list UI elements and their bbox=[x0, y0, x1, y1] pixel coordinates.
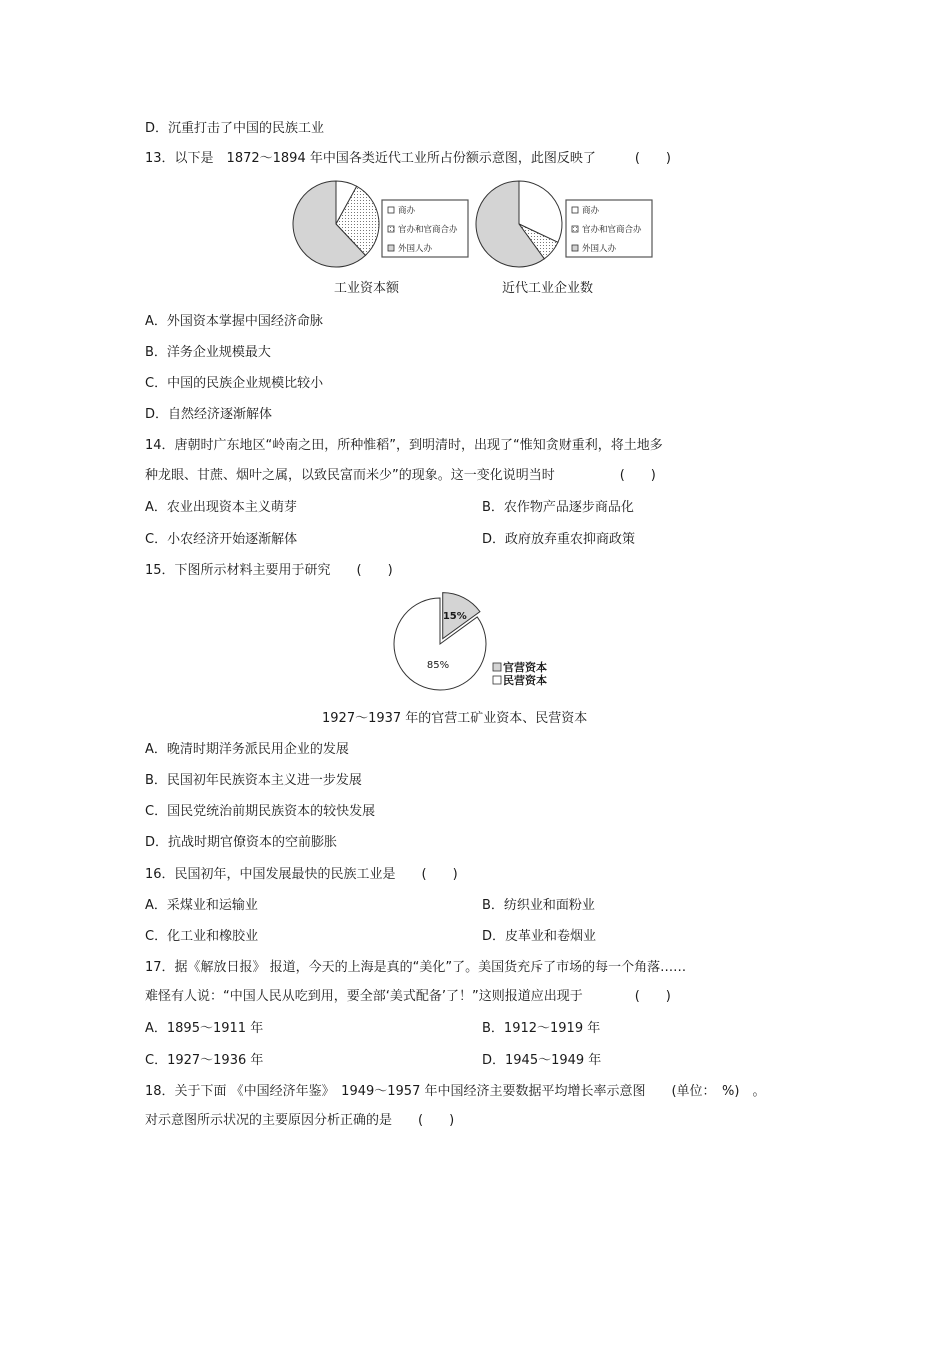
pie-industrial-capital-legend-swatch-2 bbox=[388, 245, 394, 251]
q16-option-c: C．化工业和橡胶业 bbox=[145, 929, 259, 944]
q15-pie-chart bbox=[390, 588, 565, 696]
q13-stem: 13．以下是 1872～1894 年中国各类近代工业所占份额示意图，此图反映了 ( ) bbox=[145, 151, 671, 166]
pie-enterprise-count-title: 近代工业企业数 bbox=[502, 281, 594, 296]
q15-option-a: A．晚清时期洋务派民用企业的发展 bbox=[145, 742, 349, 757]
q14-stem-line1: 14．唐朝时广东地区“岭南之田，所种惟稻”，到明清时，出现了“惟知贪财重利，将土地多 bbox=[145, 438, 663, 453]
pie-industrial-capital-legend-swatch-1 bbox=[388, 226, 394, 232]
q17-option-d: D．1945～1949 年 bbox=[482, 1053, 602, 1068]
pie-capital-1927-1937-slices bbox=[394, 593, 486, 690]
q13-pie-charts bbox=[290, 178, 660, 270]
q17-option-c: C．1927～1936 年 bbox=[145, 1053, 264, 1068]
pie-industrial-capital-slices bbox=[293, 181, 379, 267]
q16-option-a: A．采煤业和运输业 bbox=[145, 898, 258, 913]
q14-option-c: C．小农经济开始逐渐解体 bbox=[145, 532, 298, 547]
q14-option-a: A．农业出现资本主义萌芽 bbox=[145, 500, 297, 515]
q13-option-b: B．洋务企业规模最大 bbox=[145, 345, 271, 360]
q15-option-d: D．抗战时期官僚资本的空前膨胀 bbox=[145, 835, 338, 850]
q18-stem-line2: 对示意图所示状况的主要原因分析正确的是 ( ) bbox=[145, 1113, 455, 1128]
q14-option-d: D．政府放弃重农抑商政策 bbox=[482, 532, 636, 547]
q13-option-d: D．自然经济逐渐解体 bbox=[145, 407, 273, 422]
q15-option-b: B．民国初年民族资本主义进一步发展 bbox=[145, 773, 362, 788]
q15-stem: 15．下图所示材料主要用于研究 ( ) bbox=[145, 563, 393, 578]
pie-enterprise-count-legend-label-0: 商办 bbox=[582, 206, 600, 216]
pie-industrial-capital-legend-label-1: 官办和官商合办 bbox=[398, 225, 458, 235]
pie-industrial-capital bbox=[293, 181, 468, 267]
q13-option-c: C．中国的民族企业规模比较小 bbox=[145, 376, 324, 391]
pie-capital-1927-1937-legend-label-0: 官营资本 bbox=[503, 661, 547, 674]
q17-stem-line1: 17．据《解放日报》 报道，今天的上海是真的“美化”了。美国货充斥了市场的每一个角落…… bbox=[145, 960, 687, 975]
q17-stem-line2: 难怪有人说：“中国人民从吃到用，要全部‘美式配备’了！”这则报道应出现于 ( ) bbox=[145, 989, 671, 1004]
q12-option-d: D．沉重打击了中国的民族工业 bbox=[145, 121, 325, 136]
q16-option-b: B．纺织业和面粉业 bbox=[482, 898, 595, 913]
pie-capital-1927-1937-legend-swatch-0 bbox=[493, 663, 501, 671]
pie-capital-1927-1937-legend-label-1: 民营资本 bbox=[503, 674, 547, 687]
pie-enterprise-count-legend-swatch-0 bbox=[572, 207, 578, 213]
q17-option-b: B．1912～1919 年 bbox=[482, 1021, 601, 1036]
pie-capital-1927-1937-label-0: 15% bbox=[442, 610, 467, 622]
q16-option-d: D．皮革业和卷烟业 bbox=[482, 929, 597, 944]
pie-enterprise-count-legend-label-2: 外国人办 bbox=[582, 244, 617, 254]
q17-option-a: A．1895～1911 年 bbox=[145, 1021, 264, 1036]
pie-industrial-capital-legend-swatch-0 bbox=[388, 207, 394, 213]
pie-enterprise-count-slices bbox=[476, 181, 562, 267]
pie-industrial-capital-legend-label-0: 商办 bbox=[398, 206, 416, 216]
pie-capital-1927-1937-label-1: 85% bbox=[426, 660, 450, 671]
q14-option-b: B．农作物产品逐步商品化 bbox=[482, 500, 634, 515]
pie-industrial-capital-legend-label-2: 外国人办 bbox=[398, 244, 433, 254]
q13-option-a: A．外国资本掌握中国经济命脉 bbox=[145, 314, 323, 329]
q15-option-c: C．国民党统治前期民族资本的较快发展 bbox=[145, 804, 376, 819]
pie-capital-1927-1937-legend bbox=[493, 660, 547, 687]
q14-stem-line2: 种龙眼、甘蔗、烟叶之属，以致民富而米少”的现象。这一变化说明当时 ( ) bbox=[145, 468, 656, 483]
pie-enterprise-count-legend-swatch-2 bbox=[572, 245, 578, 251]
pie-enterprise-count bbox=[476, 181, 652, 267]
pie-enterprise-count-legend-label-1: 官办和官商合办 bbox=[582, 225, 642, 235]
q16-stem: 16．民国初年，中国发展最快的民族工业是 ( ) bbox=[145, 867, 458, 882]
q18-stem-line1: 18．关于下面 《中国经济年鉴》 1949～1957 年中国经济主要数据平均增长率示意图 (单位： %) 。 bbox=[145, 1084, 766, 1099]
pie-industrial-capital-title: 工业资本额 bbox=[334, 281, 400, 296]
pie-capital-1927-1937-legend-swatch-1 bbox=[493, 676, 501, 684]
pie-capital-1927-1937-title: 1927～1937 年的官营工矿业资本、民营资本 bbox=[322, 711, 588, 726]
pie-enterprise-count-legend-swatch-1 bbox=[572, 226, 578, 232]
